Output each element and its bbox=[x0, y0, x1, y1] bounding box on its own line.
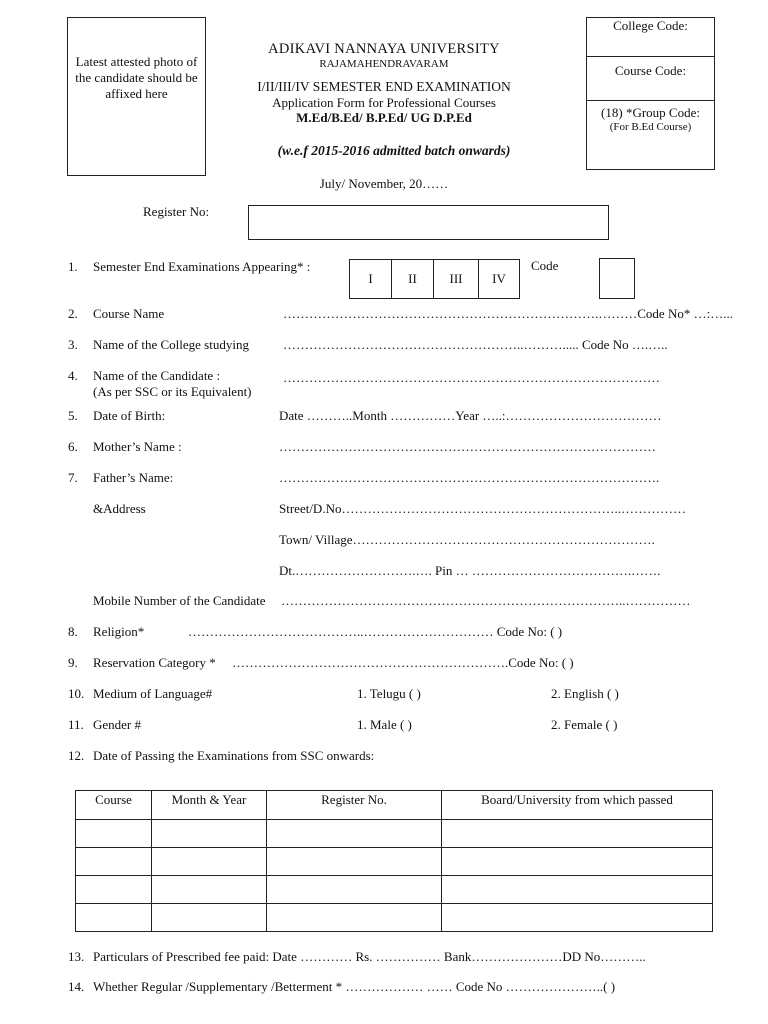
candidate-name-note: (As per SSC or its Equivalent) bbox=[93, 384, 252, 399]
dob-label: Date of Birth: bbox=[93, 408, 166, 423]
semester-label: Semester End Examinations Appearing* : bbox=[93, 259, 311, 274]
medium-label: Medium of Language# bbox=[93, 686, 213, 701]
item-number: 1. bbox=[68, 259, 78, 274]
item-number: 2. bbox=[68, 306, 78, 321]
table-cell[interactable] bbox=[152, 876, 267, 904]
item-number: 9. bbox=[68, 655, 78, 670]
item-number: 6. bbox=[68, 439, 78, 454]
table-cell[interactable] bbox=[152, 820, 267, 848]
item-number: 14. bbox=[68, 979, 85, 994]
table-cell[interactable] bbox=[152, 904, 267, 932]
item-number: 7. bbox=[68, 470, 78, 485]
address-label: &Address bbox=[93, 501, 146, 516]
table-cell[interactable] bbox=[442, 820, 713, 848]
mother-name-label: Mother’s Name : bbox=[93, 439, 182, 454]
table-row bbox=[76, 820, 713, 848]
address-town-field[interactable]: Town/ Village……………………………………………………………. bbox=[279, 532, 655, 547]
exam-history-label: Date of Passing the Examinations from SSC onwards: bbox=[93, 748, 375, 763]
reservation-label: Reservation Category * bbox=[93, 655, 216, 670]
table-cell[interactable] bbox=[442, 848, 713, 876]
column-header: Board/University from which passed bbox=[442, 791, 713, 820]
register-input-box[interactable] bbox=[248, 205, 609, 240]
university-city: RAJAMAHENDRAVARAM bbox=[319, 58, 449, 70]
table-cell[interactable] bbox=[267, 876, 442, 904]
medium-telugu-option[interactable]: 1. Telugu ( ) bbox=[357, 686, 421, 701]
column-header: Register No. bbox=[267, 791, 442, 820]
batch-note: (w.e.f 2015-2016 admitted batch onwards) bbox=[277, 143, 511, 158]
table-header-row bbox=[76, 791, 713, 820]
semester-option[interactable]: I bbox=[349, 259, 392, 299]
course-list: M.Ed/B.Ed/ B.P.Ed/ UG D.P.Ed bbox=[296, 110, 472, 125]
university-name: ADIKAVI NANNAYA UNIVERSITY bbox=[268, 41, 500, 57]
table-cell[interactable] bbox=[267, 904, 442, 932]
religion-field[interactable]: …………………………………..………………………… Code No: ( ) bbox=[188, 624, 563, 639]
semester-code-label: Code bbox=[531, 258, 559, 273]
item-number: 11. bbox=[68, 717, 84, 732]
table-cell[interactable] bbox=[76, 820, 152, 848]
gender-female-option[interactable]: 2. Female ( ) bbox=[551, 717, 618, 732]
semester-option[interactable]: IV bbox=[478, 259, 520, 299]
father-name-field[interactable]: ……………………………………………………………………………. bbox=[279, 470, 660, 485]
gender-male-option[interactable]: 1. Male ( ) bbox=[357, 717, 412, 732]
table-row bbox=[76, 904, 713, 932]
college-field[interactable]: ………………………………………………..………..... Code No ….….. bbox=[283, 337, 668, 352]
item-number: 10. bbox=[68, 686, 85, 701]
column-header: Month & Year bbox=[152, 791, 267, 820]
fee-particulars-field[interactable]: Particulars of Prescribed fee paid: Date ………… Rs. …………… Bank…………………DD No……….. bbox=[93, 949, 646, 964]
exam-type-field[interactable]: Whether Regular /Supplementary /Betterment * ……………… …… Code No …………………..( ) bbox=[93, 979, 616, 994]
item-number: 8. bbox=[68, 624, 78, 639]
dob-field[interactable]: Date ………..Month ……………Year …..:……………………………… bbox=[279, 408, 662, 423]
address-street-field[interactable]: Street/D.No………………………………………………………..…………… bbox=[279, 501, 686, 516]
table-cell[interactable] bbox=[267, 848, 442, 876]
gender-label: Gender # bbox=[93, 717, 142, 732]
item-number: 13. bbox=[68, 949, 85, 964]
table-row bbox=[76, 848, 713, 876]
semester-code-box[interactable] bbox=[599, 258, 635, 299]
mobile-label: Mobile Number of the Candidate bbox=[93, 593, 266, 608]
college-code-label: College Code: bbox=[613, 18, 688, 33]
address-district-pin-field[interactable]: Dt.……………………….…. Pin … ……………………………….……. bbox=[279, 563, 661, 578]
candidate-name-label: Name of the Candidate : bbox=[93, 368, 221, 383]
mother-name-field[interactable]: …………………………………………………………………………… bbox=[279, 439, 656, 454]
mobile-field[interactable]: ……………………………………………………………………..…………… bbox=[281, 593, 691, 608]
table-cell[interactable] bbox=[76, 876, 152, 904]
item-number: 3. bbox=[68, 337, 78, 352]
item-number: 4. bbox=[68, 368, 78, 383]
semester-option[interactable]: III bbox=[433, 259, 479, 299]
group-code-note: (For B.Ed Course) bbox=[609, 121, 692, 133]
table-row bbox=[76, 876, 713, 904]
table-cell[interactable] bbox=[442, 904, 713, 932]
semester-option[interactable]: II bbox=[391, 259, 434, 299]
course-name-label: Course Name bbox=[93, 306, 165, 321]
exam-history-table bbox=[75, 790, 713, 932]
group-code-label: (18) *Group Code: bbox=[601, 105, 700, 120]
medium-english-option[interactable]: 2. English ( ) bbox=[551, 686, 619, 701]
course-name-field[interactable]: ……………………………………………………………….………Code No* …:…... bbox=[283, 306, 733, 321]
form-title: Application Form for Professional Courses bbox=[272, 95, 496, 110]
course-code-label: Course Code: bbox=[614, 63, 687, 78]
register-label: Register No: bbox=[143, 204, 210, 219]
reservation-field[interactable]: ……………………………………………………….Code No: ( ) bbox=[232, 655, 574, 670]
item-number: 5. bbox=[68, 408, 78, 423]
item-number: 12. bbox=[68, 748, 85, 763]
religion-label: Religion* bbox=[93, 624, 145, 639]
candidate-name-field[interactable]: …………………………………………………………………………… bbox=[283, 370, 660, 385]
exam-title: I/II/III/IV SEMESTER END EXAMINATION bbox=[257, 79, 511, 94]
photo-instruction: Latest attested photo of the candidate should be affixed here bbox=[75, 54, 198, 101]
exam-session: July/ November, 20…… bbox=[319, 176, 449, 191]
table-cell[interactable] bbox=[76, 848, 152, 876]
column-header: Course bbox=[76, 791, 152, 820]
table-cell[interactable] bbox=[442, 876, 713, 904]
table-cell[interactable] bbox=[267, 820, 442, 848]
college-label: Name of the College studying bbox=[93, 337, 249, 352]
table-cell[interactable] bbox=[76, 904, 152, 932]
table-cell[interactable] bbox=[152, 848, 267, 876]
father-name-label: Father’s Name: bbox=[93, 470, 174, 485]
